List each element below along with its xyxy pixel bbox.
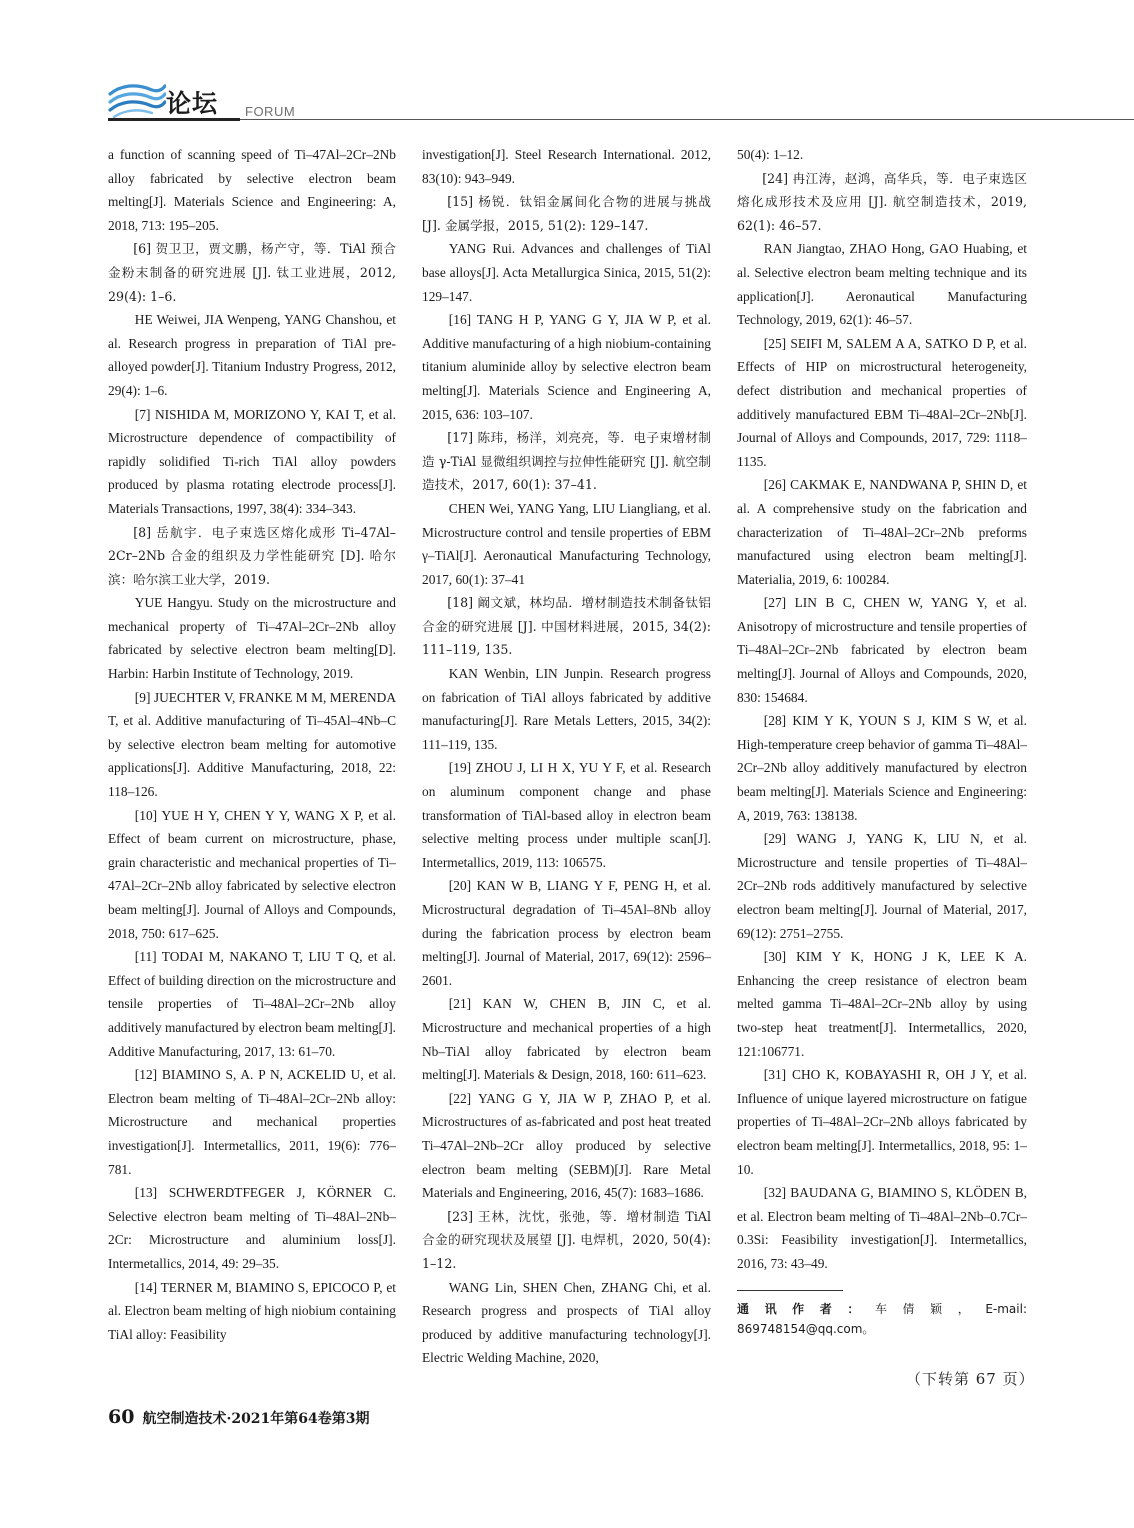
footnote-divider	[737, 1290, 843, 1291]
reference-column-1	[108, 143, 396, 1346]
reference-entry: [25] SEIFI M, SALEM A A, SATKO D P, et al. Effects of HIP on microstructural heterogeneity, defect distribution and mechanical properties of additively manufactured EBM Ti–48Al–2Cr–2Nb[J]. Journal of Alloys and Compounds, 2017, 729: 1118–1135.	[737, 335, 1027, 469]
reference-entry: a function of scanning speed of Ti–47Al–2Cr–2Nb alloy fabricated by selective electron beam melting[J]. Materials Science and Engineering: A, 2018, 713: 195–205.	[108, 147, 396, 233]
reference-entry: [15] 杨锐．钛铝金属间化合物的进展与挑战 [J]. 金属学报，2015, 51(2): 129–147.	[422, 194, 711, 233]
wave-logo-icon	[108, 80, 166, 120]
reference-entry: [17] 陈玮，杨洋，刘亮亮，等．电子束增材制造 γ-TiAl 显微组织调控与拉伸性能研究 [J]. 航空制造技术，2017, 60(1): 37–41.	[422, 430, 711, 493]
reference-entry: [18] 阚文斌，林均品．增材制造技术制备钛铝合金的研究进展 [J]. 中国材料进展，2015, 34(2): 111–119, 135.	[422, 595, 711, 658]
reference-entry: [8] 岳航宇．电子束选区熔化成形 Ti–47Al–2Cr–2Nb 合金的组织及力学性能研究 [D]. 哈尔滨：哈尔滨工业大学，2019.	[108, 524, 396, 587]
reference-column-3	[737, 143, 1027, 1339]
reference-entry: WANG Lin, SHEN Chen, ZHANG Chi, et al. Research progress and prospects of TiAl alloy produced by additive manufacturing technology[J]. Electric Welding Machine, 2020,	[422, 1279, 711, 1366]
reference-entry: [30] KIM Y K, HONG J K, LEE K A. Enhancing the creep resistance of electron beam melted gamma Ti–48Al–2Cr–2Nb alloy by using two-step heat treatment[J]. Intermetallics, 2020, 121:106771.	[737, 949, 1027, 1059]
reference-entry: HE Weiwei, JIA Wenpeng, YANG Chanshou, et al. Research progress in preparation of TiAl pre-alloyed powder[J]. Titanium Industry Progress, 2012, 29(4): 1–6.	[108, 312, 396, 398]
section-subtitle: FORUM	[245, 104, 296, 119]
reference-entry: [26] CAKMAK E, NANDWANA P, SHIN D, et al. A comprehensive study on the fabrication and characterization of Ti–48Al–2Cr–2Nb preforms manufactured using electron beam melting[J]. Materialia, 2019, 6: 100284.	[737, 477, 1027, 587]
reference-entry: [16] TANG H P, YANG G Y, JIA W P, et al. Additive manufacturing of a high niobium-containing titanium aluminide alloy by selective electron beam melting[J]. Materials Science and Engineering A, 2015, 636: 103–107.	[422, 312, 711, 422]
reference-entry: [14] TERNER M, BIAMINO S, EPICOCO P, et al. Electron beam melting of high niobium containing TiAl alloy: Feasibility	[108, 1279, 396, 1342]
reference-entry: YANG Rui. Advances and challenges of TiAl base alloys[J]. Acta Metallurgica Sinica, 2015, 51(2): 129–147.	[422, 241, 711, 304]
header-divider-accent	[108, 118, 240, 121]
reference-entry: [22] YANG G Y, JIA W P, ZHAO P, et al. Microstructures of as-fabricated and post heat treated Ti–47Al–2Nb–2Cr alloy produced by selective electron beam melting (SEBM)[J]. Rare Metal Materials and Engineering, 2016, 45(7): 1683–1686.	[422, 1090, 711, 1201]
reference-entry: [28] KIM Y K, YOUN S J, KIM S W, et al. High-temperature creep behavior of gamma Ti–48Al–2Cr–2Nb alloy additively manufactured by electron beam melting[J]. Materials Science and Engineering: A, 2019, 763: 138138.	[737, 713, 1027, 823]
reference-entry: [29] WANG J, YANG K, LIU N, et al. Microstructure and tensile properties of Ti–48Al–2Cr–2Nb rods additively manufactured by selective electron beam melting[J]. Journal of Material, 2017, 69(12): 2751–2755.	[737, 831, 1027, 941]
contact-label: 通讯作者：	[737, 1301, 875, 1316]
continued-note: （下转第 67 页）	[906, 1370, 1035, 1388]
reference-entry: RAN Jiangtao, ZHAO Hong, GAO Huabing, et al. Selective electron beam melting technique and its application[J]. Aeronautical Manufacturing Technology, 2019, 62(1): 46–57.	[737, 241, 1027, 328]
reference-entry: YUE Hangyu. Study on the microstructure and mechanical property of Ti–47Al–2Cr–2Nb alloy fabricated by selective electron beam melting[D]. Harbin: Harbin Institute of Technology, 2019.	[108, 595, 396, 682]
reference-entry: [32] BAUDANA G, BIAMINO S, KLÖDEN B, et al. Electron beam melting of Ti–48Al–2Nb–0.7Cr–0.3Si: Feasibility investigation[J]. Intermetallics, 2016, 73: 43–49.	[737, 1185, 1027, 1271]
reference-entry: investigation[J]. Steel Research International. 2012, 83(10): 943–949.	[422, 147, 711, 186]
header-divider	[108, 119, 1134, 120]
reference-entry: [6] 贺卫卫，贾文鹏，杨产守，等．TiAl 预合金粉末制备的研究进展 [J]. 钛工业进展，2012, 29(4): 1–6.	[108, 241, 396, 304]
reference-entry: [20] KAN W B, LIANG Y F, PENG H, et al. Microstructural degradation of Ti–45Al–8Nb alloy during the fabrication process by electron beam melting[J]. Journal of Material, 2017, 69(12): 2596–2601.	[422, 878, 711, 988]
page-footer	[108, 1406, 370, 1428]
reference-entry: [11] TODAI M, NAKANO T, LIU T Q, et al. Effect of building direction on the microstructure and tensile properties of Ti–48Al–2Cr–2Nb alloy additively manufactured by electron beam melting[J]. Additive Manufacturing, 2017, 13: 61–70.	[108, 949, 396, 1059]
reference-entry: [12] BIAMINO S, A. P N, ACKELID U, et al. Electron beam melting of Ti–48Al–2Cr–2Nb alloy: Microstructure and mechanical properties investigation[J]. Intermetallics, 2011, 19(6): 776–781.	[108, 1067, 396, 1177]
page-number: 60	[108, 1406, 135, 1428]
reference-entry: [27] LIN B C, CHEN W, YANG Y, et al. Anisotropy of microstructure and tensile properties of Ti–48Al–2Cr–2Nb fabricated by electron beam melting[J]. Journal of Alloys and Compounds, 2020, 830: 154684.	[737, 595, 1027, 705]
reference-list	[737, 143, 1027, 1276]
reference-entry: [31] CHO K, KOBAYASHI R, OH J Y, et al. Influence of unique layered microstructure on fatigue properties of Ti–48Al–2Cr–2Nb alloys fabricated by electron beam melting[J]. Intermetallics, 2018, 95: 1–10.	[737, 1067, 1027, 1177]
reference-entry: [7] NISHIDA M, MORIZONO Y, KAI T, et al. Microstructure dependence of compactibility of rapidly solidified Ti-rich TiAl alloy powders produced by plasma rotating electrode process[J]. Materials Transactions, 1997, 38(4): 334–343.	[108, 406, 396, 516]
reference-entry: [19] ZHOU J, LI H X, YU Y F, et al. Research on aluminum component change and phase transformation of TiAl-based alloy in electron beam selective melting process under multiple scan[J]. Intermetallics, 2019, 113: 106575.	[422, 760, 711, 870]
reference-entry: 50(4): 1–12.	[737, 147, 804, 162]
reference-entry: [13] SCHWERDTFEGER J, KÖRNER C. Selective electron beam melting of Ti–48Al–2Nb–2Cr: Microstructure and aluminium loss[J]. Intermetallics, 2014, 49: 29–35.	[108, 1185, 396, 1271]
reference-entry: [23] 王林，沈忱，张弛，等．增材制造 TiAl 合金的研究现状及展望 [J]. 电焊机，2020, 50(4): 1–12.	[422, 1208, 711, 1271]
section-title: 论坛	[166, 89, 219, 118]
reference-entry: [9] JUECHTER V, FRANKE M M, MERENDA T, et al. Additive manufacturing of Ti–45Al–4Nb–C by selective electron beam melting for automotive applications[J]. Additive Manufacturing, 2018, 22: 118–126.	[108, 689, 396, 800]
contact-value: 车倩颖，E-mail: 869748154@qq.com。	[737, 1301, 1027, 1336]
corresponding-author	[737, 1299, 1027, 1339]
reference-column-2	[422, 143, 711, 1370]
reference-entry: [24] 冉江涛，赵鸿，高华兵，等．电子束选区熔化成形技术及应用 [J]. 航空制造技术，2019, 62(1): 46–57.	[737, 170, 1027, 233]
reference-entry: KAN Wenbin, LIN Junpin. Research progress on fabrication of TiAl alloys fabricated by additive manufacturing[J]. Rare Metals Letters, 2015, 34(2): 111–119, 135.	[422, 666, 711, 752]
reference-entry: [21] KAN W, CHEN B, JIN C, et al. Microstructure and mechanical properties of a high Nb–TiAl alloy fabricated by electron beam melting[J]. Materials & Design, 2018, 160: 611–623.	[422, 996, 711, 1083]
journal-info: 航空制造技术·2021年第64卷第3期	[142, 1411, 370, 1427]
page-header	[108, 78, 1134, 126]
reference-entry: [10] YUE H Y, CHEN Y Y, WANG X P, et al. Effect of beam current on microstructure, phase, grain characteristic and mechanical properties of Ti–47Al–2Cr–2Nb alloy fabricated by selective electron beam melting[J]. Journal of Alloys and Compounds, 2018, 750: 617–625.	[108, 807, 396, 941]
reference-entry: CHEN Wei, YANG Yang, LIU Liangliang, et al. Microstructure control and tensile properties of EBM γ–TiAl[J]. Aeronautical Manufacturing Technology, 2017, 60(1): 37–41	[422, 500, 711, 587]
